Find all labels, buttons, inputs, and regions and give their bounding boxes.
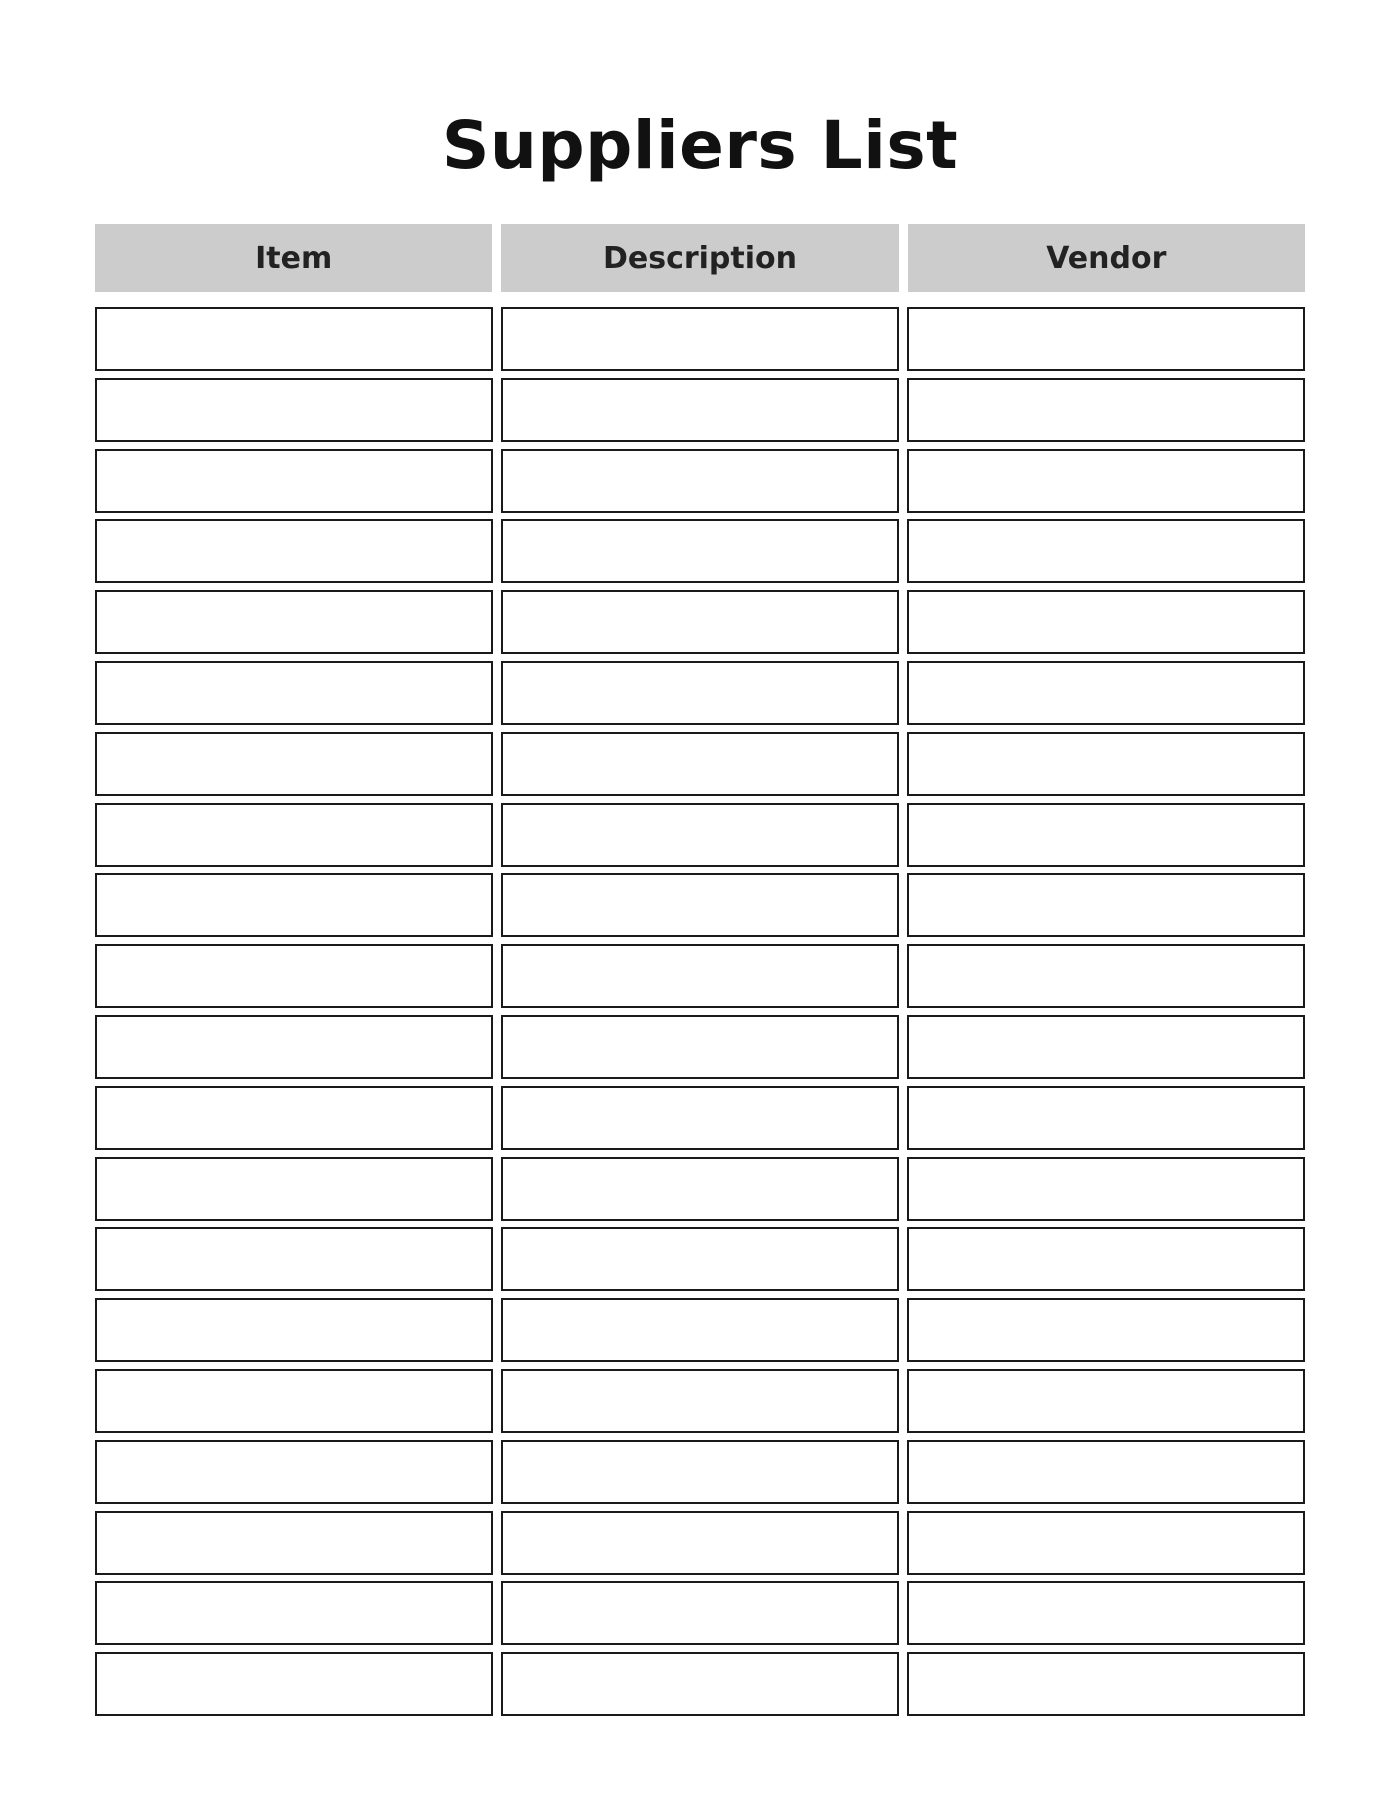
table-row (95, 1581, 1305, 1645)
table-row (95, 661, 1305, 725)
table-cell-description[interactable] (501, 944, 899, 1008)
table-row (95, 1086, 1305, 1150)
table-row (95, 873, 1305, 937)
table-cell-description[interactable] (501, 1369, 899, 1433)
table-cell-vendor[interactable] (907, 307, 1305, 371)
table-body (95, 307, 1305, 1723)
table-cell-item[interactable] (95, 1511, 493, 1575)
table-row (95, 378, 1305, 442)
table-cell-vendor[interactable] (907, 944, 1305, 1008)
table-row (95, 1157, 1305, 1221)
table-cell-description[interactable] (501, 1581, 899, 1645)
table-cell-vendor[interactable] (907, 1227, 1305, 1291)
table-cell-description[interactable] (501, 1511, 899, 1575)
table-cell-item[interactable] (95, 1157, 493, 1221)
table-row (95, 1440, 1305, 1504)
table-cell-item[interactable] (95, 803, 493, 867)
table-cell-item[interactable] (95, 1652, 493, 1716)
table-cell-vendor[interactable] (907, 449, 1305, 513)
table-row (95, 803, 1305, 867)
table-row (95, 944, 1305, 1008)
table-cell-vendor[interactable] (907, 732, 1305, 796)
table-cell-item[interactable] (95, 1440, 493, 1504)
table-cell-vendor[interactable] (907, 803, 1305, 867)
table-cell-item[interactable] (95, 1015, 493, 1079)
table-cell-vendor[interactable] (907, 1157, 1305, 1221)
table-cell-vendor[interactable] (907, 1298, 1305, 1362)
table-cell-item[interactable] (95, 732, 493, 796)
table-cell-description[interactable] (501, 873, 899, 937)
table-cell-description[interactable] (501, 378, 899, 442)
table-cell-description[interactable] (501, 803, 899, 867)
table-cell-vendor[interactable] (907, 1652, 1305, 1716)
table-cell-vendor[interactable] (907, 1369, 1305, 1433)
table-cell-description[interactable] (501, 590, 899, 654)
table-row (95, 1298, 1305, 1362)
table-cell-vendor[interactable] (907, 1511, 1305, 1575)
suppliers-table (95, 224, 1305, 1723)
table-cell-description[interactable] (501, 661, 899, 725)
table-cell-description[interactable] (501, 732, 899, 796)
table-cell-item[interactable] (95, 1369, 493, 1433)
table-row (95, 590, 1305, 654)
table-cell-item[interactable] (95, 519, 493, 583)
column-header-description: Description (501, 224, 898, 292)
table-cell-vendor[interactable] (907, 1440, 1305, 1504)
table-cell-vendor[interactable] (907, 1086, 1305, 1150)
table-cell-description[interactable] (501, 1015, 899, 1079)
table-cell-vendor[interactable] (907, 378, 1305, 442)
table-header (95, 224, 1305, 292)
table-cell-item[interactable] (95, 1227, 493, 1291)
table-cell-description[interactable] (501, 449, 899, 513)
table-cell-description[interactable] (501, 519, 899, 583)
table-cell-item[interactable] (95, 1298, 493, 1362)
table-cell-vendor[interactable] (907, 873, 1305, 937)
table-row (95, 1652, 1305, 1716)
table-row (95, 1511, 1305, 1575)
table-row (95, 1369, 1305, 1433)
table-cell-vendor[interactable] (907, 1015, 1305, 1079)
table-row (95, 732, 1305, 796)
column-header-item: Item (95, 224, 492, 292)
table-row (95, 307, 1305, 371)
table-cell-item[interactable] (95, 873, 493, 937)
table-cell-item[interactable] (95, 590, 493, 654)
table-cell-description[interactable] (501, 1298, 899, 1362)
table-cell-vendor[interactable] (907, 661, 1305, 725)
table-cell-vendor[interactable] (907, 590, 1305, 654)
table-cell-item[interactable] (95, 449, 493, 513)
table-cell-item[interactable] (95, 661, 493, 725)
table-row (95, 1015, 1305, 1079)
table-row (95, 519, 1305, 583)
table-cell-description[interactable] (501, 1652, 899, 1716)
table-cell-description[interactable] (501, 1157, 899, 1221)
table-cell-item[interactable] (95, 378, 493, 442)
table-cell-item[interactable] (95, 307, 493, 371)
table-cell-description[interactable] (501, 307, 899, 371)
table-cell-description[interactable] (501, 1086, 899, 1150)
table-cell-description[interactable] (501, 1227, 899, 1291)
table-row (95, 449, 1305, 513)
table-cell-description[interactable] (501, 1440, 899, 1504)
page-title: Suppliers List (441, 107, 959, 184)
table-cell-item[interactable] (95, 1086, 493, 1150)
table-row (95, 1227, 1305, 1291)
table-cell-vendor[interactable] (907, 519, 1305, 583)
table-cell-vendor[interactable] (907, 1581, 1305, 1645)
table-cell-item[interactable] (95, 944, 493, 1008)
column-header-vendor: Vendor (908, 224, 1305, 292)
table-cell-item[interactable] (95, 1581, 493, 1645)
